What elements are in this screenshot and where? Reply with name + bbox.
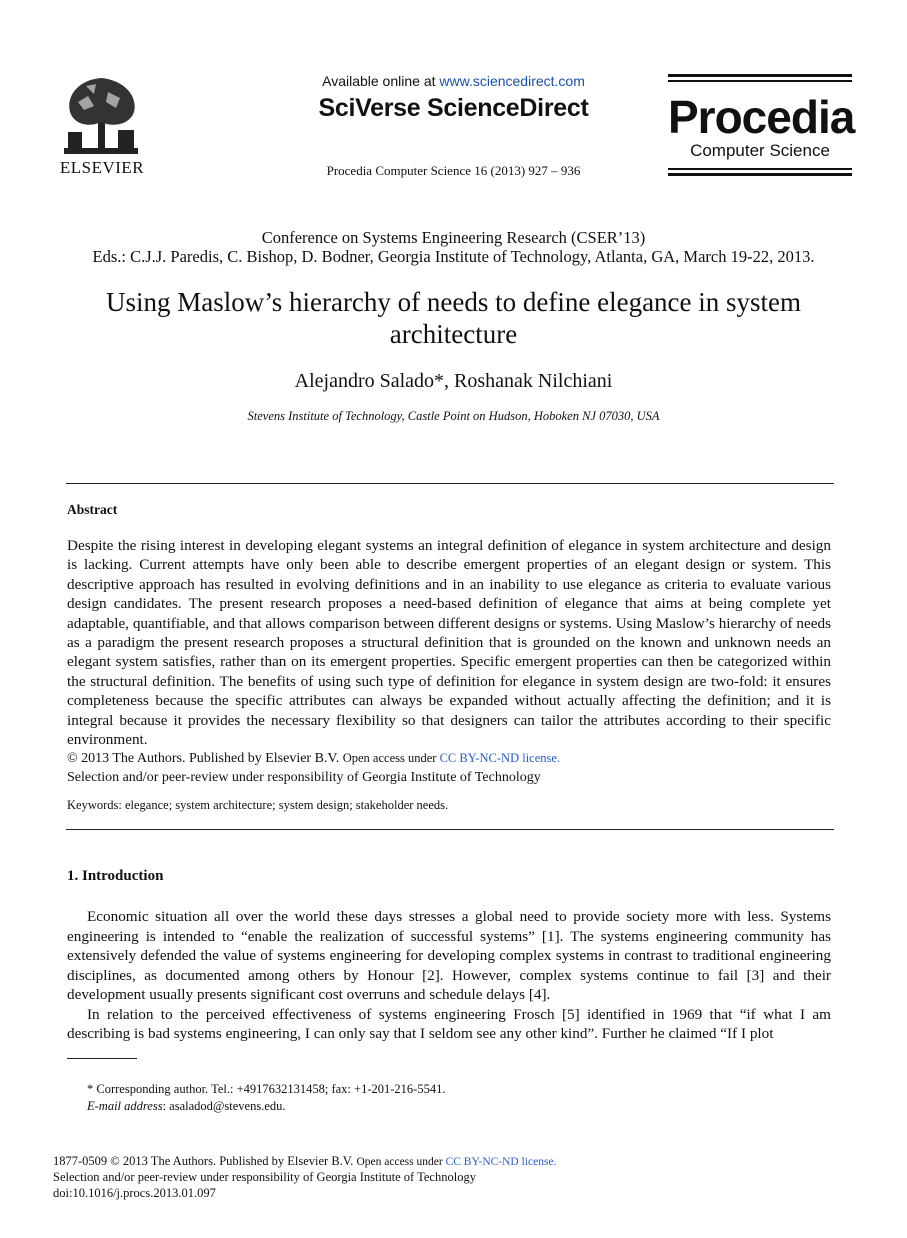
introduction-paragraph-1: Economic situation all over the world these days stresses a global need to provide society more with less. Systems engineering is intended to “enable the realization of successful systems” [1]. The systems engineering community has extensively defended the value of systems engineering for developing complex systems in contrast to traditional engineering disciplines, as documented among others by Honour [2]. However, complex systems continue to fail [3] and their development usually presents significant cost overruns and schedule delays [4].: [67, 908, 831, 1003]
abstract-body: Despite the rising interest in developing elegant systems an integral definition of elegance in system architecture and design is lacking. Current attempts have only been able to describe emergent properties of an elegant design or system. This descriptive approach has resulted in evolving definitions and in an inability to use elegance as criteria to evaluate various design candidates. The present research proposes a need-based definition of elegance that aims at being complete yet adaptable, quantifiable, and that allows comparison between different designs or systems. Using Maslow’s hierarchy of needs as a paradigm the present research proposes a structural definition that is grounded on the known and unknown needs an elegant system satisfies, rather than on its emergent properties. Specific emergent properties can then be categorized within the structural definition. The benefits of using such type of definition for elegance in system design are two-fold: it ensures completeness because the specific attributes can always be expanded without actually affecting the definition; and it is integral because it provides the necessary flexibility so that designers can tailor the attributes according to their specific environment.: [67, 537, 831, 749]
bottom-license-link[interactable]: CC BY-NC-ND license.: [445, 1156, 557, 1168]
issn-copyright-text: 1877-0509 © 2013 The Authors. Published by Elsevier B.V.: [53, 1154, 357, 1168]
email-label: E-mail address: [87, 1099, 163, 1113]
introduction-paragraph-2: In relation to the perceived effectiveness of systems engineering Frosch [5] identified in 1969 that “if what I am describing is bad systems engineering, I can only say that I seldom see any other kind”. Further he claimed “If I plot: [67, 1005, 831, 1042]
abstract-bottom-rule: [66, 829, 834, 830]
procedia-logo-subtitle: Computer Science: [690, 141, 830, 160]
issn-copyright-line: [53, 1154, 556, 1169]
paper-title: [0, 286, 907, 350]
available-online-label: Available online at: [322, 73, 440, 89]
copyright-text: © 2013 The Authors. Published by Elsevier B.V.: [67, 751, 343, 766]
corresponding-author-footnote: * Corresponding author. Tel.: +4917632131458; fax: +1-201-216-5541.: [87, 1082, 446, 1096]
paper-title-line-2: architecture: [389, 319, 518, 349]
procedia-logo-title: Procedia: [668, 91, 855, 143]
author-affiliation: Stevens Institute of Technology, Castle Point on Hudson, Hoboken NJ 07030, USA: [247, 409, 660, 423]
bottom-peer-review-note: Selection and/or peer-review under responsibility of Georgia Institute of Technology: [53, 1170, 476, 1184]
abstract-top-rule: [66, 483, 834, 484]
elsevier-wordmark: ELSEVIER: [59, 158, 145, 177]
introduction-body: [67, 907, 831, 1044]
email-value: : asaladod@stevens.edu.: [162, 1099, 286, 1113]
email-footnote: [87, 1099, 286, 1114]
conference-editors: Eds.: C.J.J. Paredis, C. Bishop, D. Bodner, Georgia Institute of Technology, Atlanta, GA, March 19-22, 2013.: [92, 247, 815, 266]
open-access-text: Open access under: [342, 751, 440, 765]
sciverse-sciencedirect-logo: SciVerse ScienceDirect: [318, 94, 589, 122]
keywords: Keywords: elegance; system architecture; system design; stakeholder needs.: [67, 798, 449, 812]
footnote-rule: [67, 1058, 137, 1059]
abstract-heading: Abstract: [67, 502, 118, 517]
paper-authors: Alejandro Salado*, Roshanak Nilchiani: [294, 370, 613, 392]
paper-title-line-1: Using Maslow’s hierarchy of needs to define elegance in system: [105, 287, 802, 317]
conference-name: Conference on Systems Engineering Research (CSER’13): [261, 228, 646, 247]
bottom-open-access-text: Open access under: [356, 1156, 446, 1168]
journal-reference: Procedia Computer Science 16 (2013) 927 – 936: [326, 163, 581, 178]
doi: doi:10.1016/j.procs.2013.01.097: [53, 1186, 216, 1200]
copyright-line: [67, 751, 560, 767]
sciencedirect-link[interactable]: www.sciencedirect.com: [439, 73, 585, 89]
procedia-logo: [668, 74, 855, 178]
peer-review-note: Selection and/or peer-review under responsibility of Georgia Institute of Technology: [67, 770, 541, 785]
license-link[interactable]: CC BY-NC-ND license.: [439, 751, 561, 765]
section-heading-introduction: 1. Introduction: [67, 868, 164, 884]
